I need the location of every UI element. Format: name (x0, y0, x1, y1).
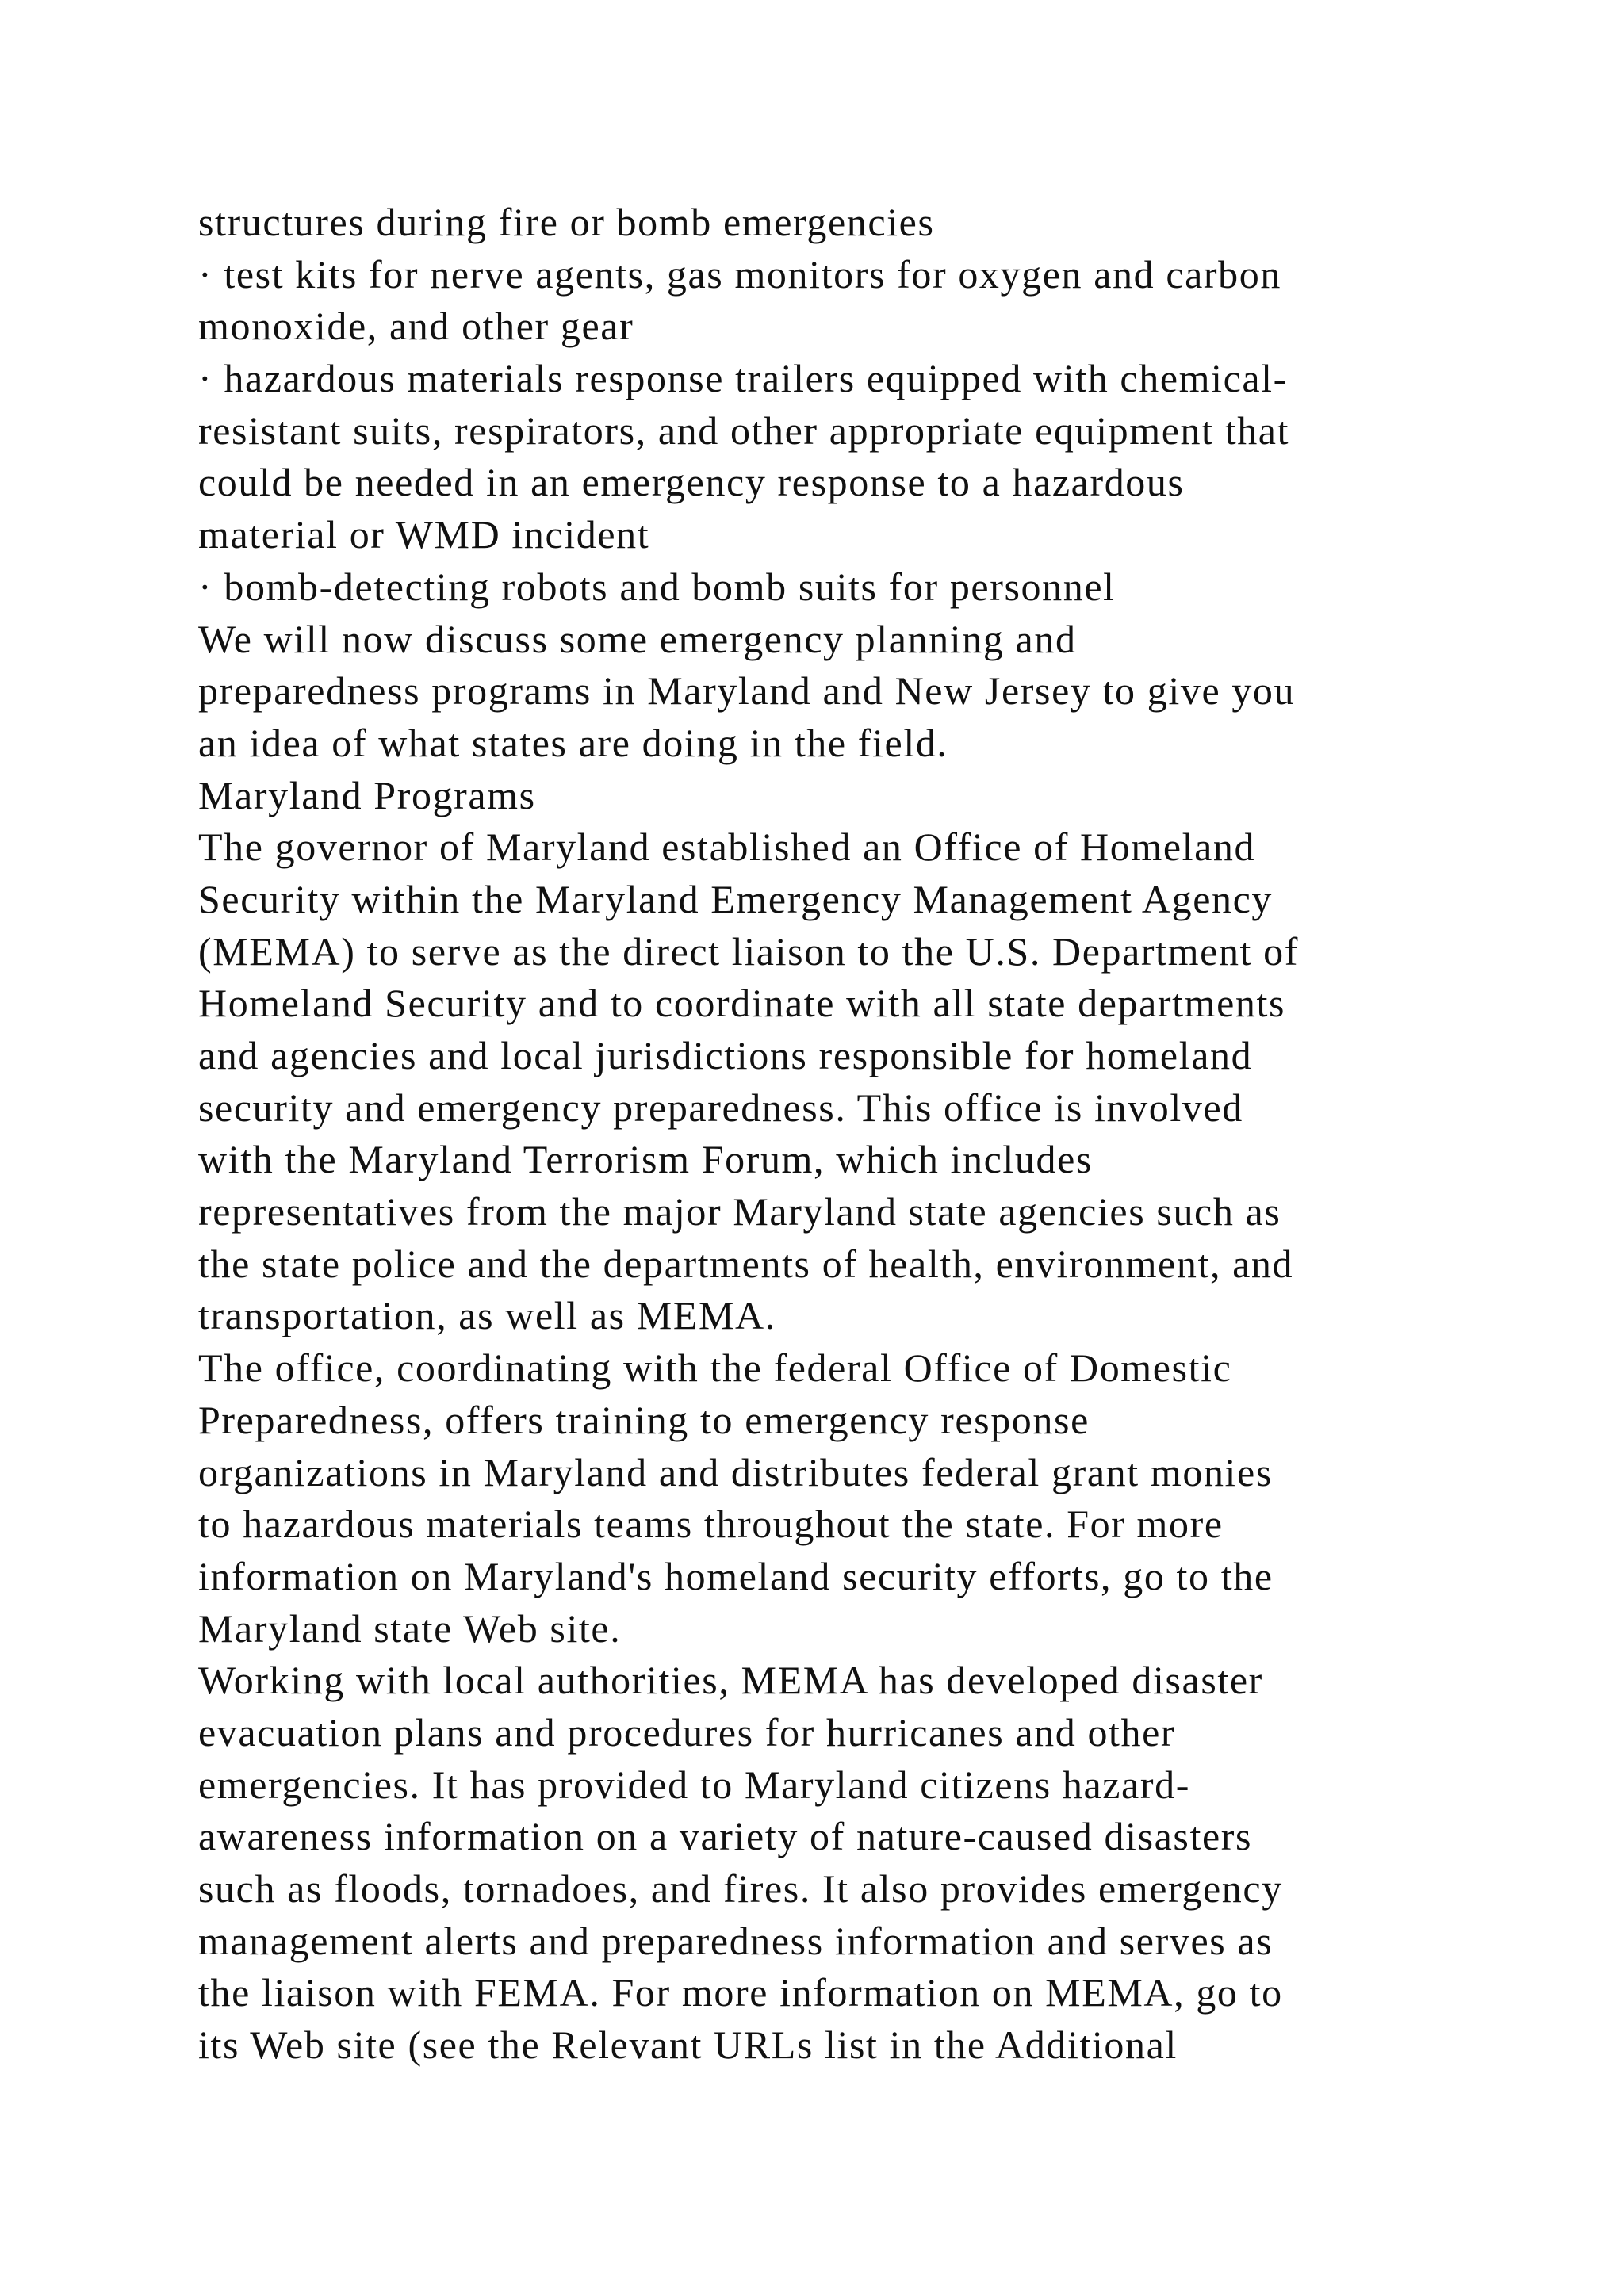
text-line-18: security and emergency preparedness. This office is involved (198, 1085, 1243, 1130)
text-line-23: The office, coordinating with the federal Office of Domestic (198, 1345, 1232, 1391)
text-line-20: representatives from the major Maryland state agencies such as (198, 1189, 1281, 1234)
text-line-5: resistant suits, respirators, and other appropriate equipment that (198, 408, 1290, 453)
text-line-25: organizations in Maryland and distributes federal grant monies (198, 1449, 1273, 1494)
text-line-33: such as floods, tornadoes, and fires. It also provides emergency (198, 1866, 1283, 1911)
text-line-24: Preparedness, offers training to emergency response (198, 1397, 1090, 1442)
text-line-1: structures during fire or bomb emergencies (198, 200, 935, 244)
text-line-30: evacuation plans and procedures for hurricanes and other (198, 1709, 1176, 1755)
text-line-34: management alerts and preparedness information and serves as (198, 1918, 1274, 1963)
text-line-8: · bomb-detecting robots and bomb suits for personnel (198, 564, 1116, 609)
text-line-11: an idea of what states are doing in the field. (198, 720, 948, 765)
text-line-27: information on Maryland's homeland security efforts, go to the (198, 1553, 1274, 1598)
text-line-7: material or WMD incident (198, 512, 650, 557)
text-line-3: monoxide, and other gear (198, 304, 634, 349)
text-line-2: · test kits for nerve agents, gas monitors for oxygen and carbon (198, 251, 1281, 297)
text-line-9: We will now discuss some emergency planning and (198, 616, 1077, 661)
text-line-21: the state police and the departments of health, environment, and (198, 1241, 1294, 1286)
text-line-31: emergencies. It has provided to Maryland citizens hazard- (198, 1762, 1190, 1807)
text-line-26: to hazardous materials teams throughout the state. For more (198, 1502, 1224, 1547)
text-line-28: Maryland state Web site. (198, 1605, 622, 1651)
text-line-22: transportation, as well as MEMA. (198, 1293, 776, 1338)
text-line-15: (MEMA) to serve as the direct liaison to the U.S. Department of (198, 928, 1299, 974)
text-line-10: preparedness programs in Maryland and New Jersey to give you (198, 668, 1296, 714)
text-line-36: its Web site (see the Relevant URLs list in the Additional (198, 2022, 1178, 2068)
text-line-4: · hazardous materials response trailers equipped with chemical- (198, 356, 1288, 401)
text-line-29: Working with local authorities, MEMA has developed disaster (198, 1658, 1263, 1703)
section-heading-maryland-programs: Maryland Programs (198, 772, 536, 817)
document-body-text (198, 197, 1483, 2072)
text-line-14: Security within the Maryland Emergency Management Agency (198, 876, 1273, 921)
text-line-13: The governor of Maryland established an Office of Homeland (198, 825, 1256, 870)
text-line-19: with the Maryland Terrorism Forum, which includes (198, 1137, 1093, 1182)
text-line-35: the liaison with FEMA. For more information on MEMA, go to (198, 1970, 1283, 2015)
text-line-32: awareness information on a variety of nature-caused disasters (198, 1814, 1253, 1859)
text-line-16: Homeland Security and to coordinate with all state departments (198, 981, 1286, 1026)
text-line-6: could be needed in an emergency response to a hazardous (198, 460, 1185, 505)
text-line-17: and agencies and local jurisdictions responsible for homeland (198, 1033, 1253, 1077)
